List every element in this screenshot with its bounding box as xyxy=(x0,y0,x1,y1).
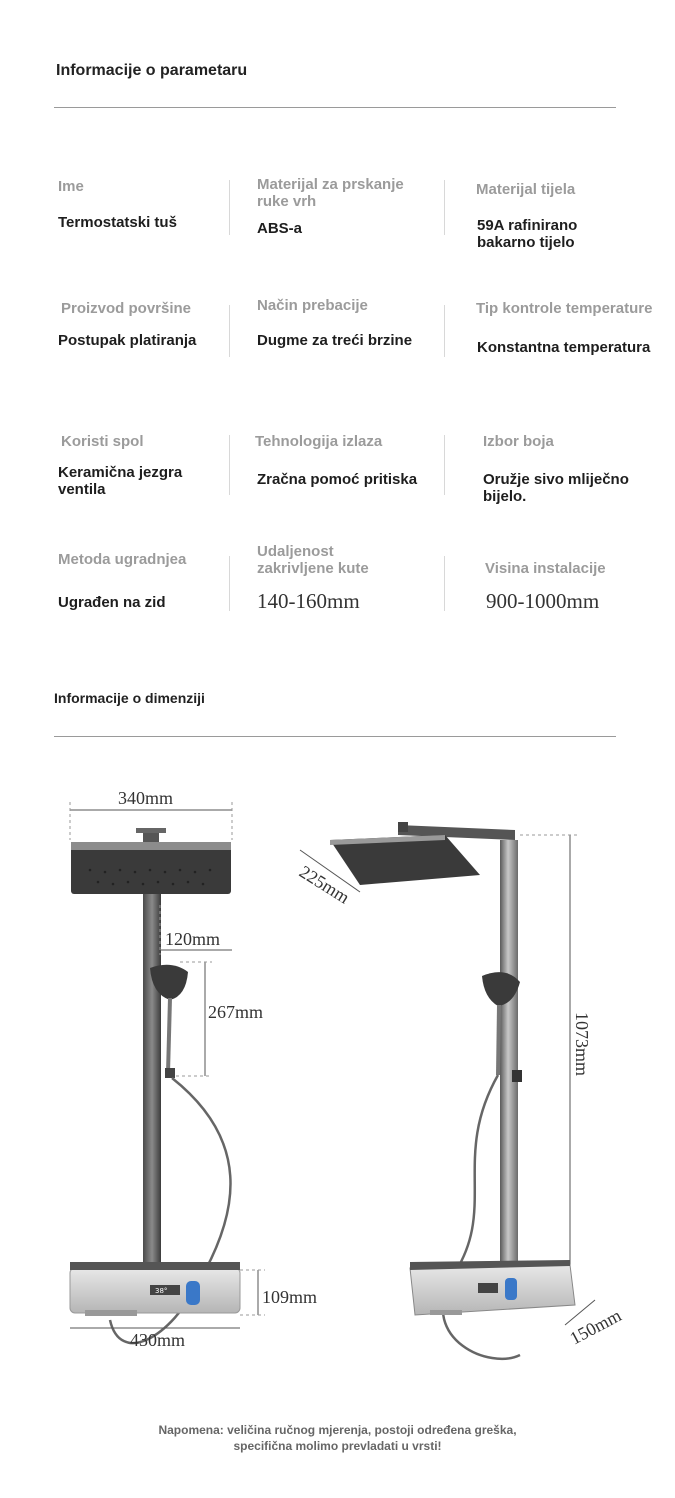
dim-head-width: 340mm xyxy=(118,788,174,808)
column-divider xyxy=(444,556,445,611)
param-value-switching: Dugme za treći brzine xyxy=(257,332,413,349)
param-value-color: Oružje sivo mliječno bijelo. xyxy=(483,471,629,505)
param-label-name: Ime xyxy=(58,178,84,195)
param-label-curve-distance: Udaljenost zakrivljene kute xyxy=(257,543,369,577)
param-value-temp-control: Konstantna temperatura xyxy=(477,339,651,356)
param-value-usage: Keramična jezgra ventila xyxy=(58,464,183,498)
param-value-spray-material: ABS-a xyxy=(257,220,303,237)
column-divider xyxy=(229,556,230,611)
dim-panel-width: 430mm xyxy=(130,1330,186,1350)
perspective-view xyxy=(296,822,625,1359)
param-label-install-method: Metoda ugradnjea xyxy=(58,551,187,568)
param-label-body-material: Materijal tijela xyxy=(476,181,576,198)
dim-head-depth: 225mm xyxy=(295,861,354,908)
dim-handheld-height: 267mm xyxy=(208,1002,264,1022)
parameters-title: Informacije o parametaru xyxy=(56,62,248,79)
param-value-install-method: Ugrađen na zid xyxy=(58,594,166,611)
parameters-divider xyxy=(54,107,616,108)
column-divider xyxy=(444,305,445,357)
param-label-color: Izbor boja xyxy=(483,433,554,450)
param-label-surface: Proizvod površine xyxy=(61,300,192,317)
param-label-outlet-tech: Tehnologija izlaza xyxy=(255,433,383,450)
column-divider xyxy=(229,435,230,495)
column-divider xyxy=(229,305,230,357)
column-divider xyxy=(444,435,445,495)
display-temperature: 38° xyxy=(155,1287,168,1295)
dim-panel-depth: 150mm xyxy=(566,1305,625,1349)
param-value-name: Termostatski tuš xyxy=(58,214,177,231)
dimensions-title: Informacije o dimenziji xyxy=(54,690,205,706)
dimensions-divider xyxy=(54,736,616,737)
param-value-install-height: 900-1000mm xyxy=(486,589,600,613)
column-divider xyxy=(444,180,445,235)
measurement-note: Napomena: veličina ručnog mjerenja, postoji određena greška, specifična molimo prevladati u vrsti! xyxy=(158,1423,517,1453)
param-label-install-height: Visina instalacije xyxy=(485,560,606,577)
param-value-surface: Postupak platiranja xyxy=(58,332,197,349)
param-label-spray-material: Materijal za prskanje ruke vrh xyxy=(257,176,404,210)
param-value-curve-distance: 140-160mm xyxy=(257,589,360,613)
perspective-shower-pipe xyxy=(500,840,518,1270)
dim-total-height: 1073mm xyxy=(572,1012,592,1077)
param-label-usage: Koristi spol xyxy=(61,433,144,450)
param-value-outlet-tech: Zračna pomoć pritiska xyxy=(257,471,418,488)
shower-pipe xyxy=(143,894,161,1266)
param-label-temp-control: Tip kontrole temperature xyxy=(476,300,653,317)
param-value-body-material: 59A rafinirano bakarno tijelo xyxy=(477,217,578,251)
front-view xyxy=(70,788,317,1350)
column-divider xyxy=(229,180,230,235)
dim-panel-height: 109mm xyxy=(262,1287,318,1307)
param-label-switching: Način prebacije xyxy=(257,297,368,314)
shower-dimension-diagram xyxy=(0,780,675,1400)
dim-arm-offset: 120mm xyxy=(165,929,221,949)
